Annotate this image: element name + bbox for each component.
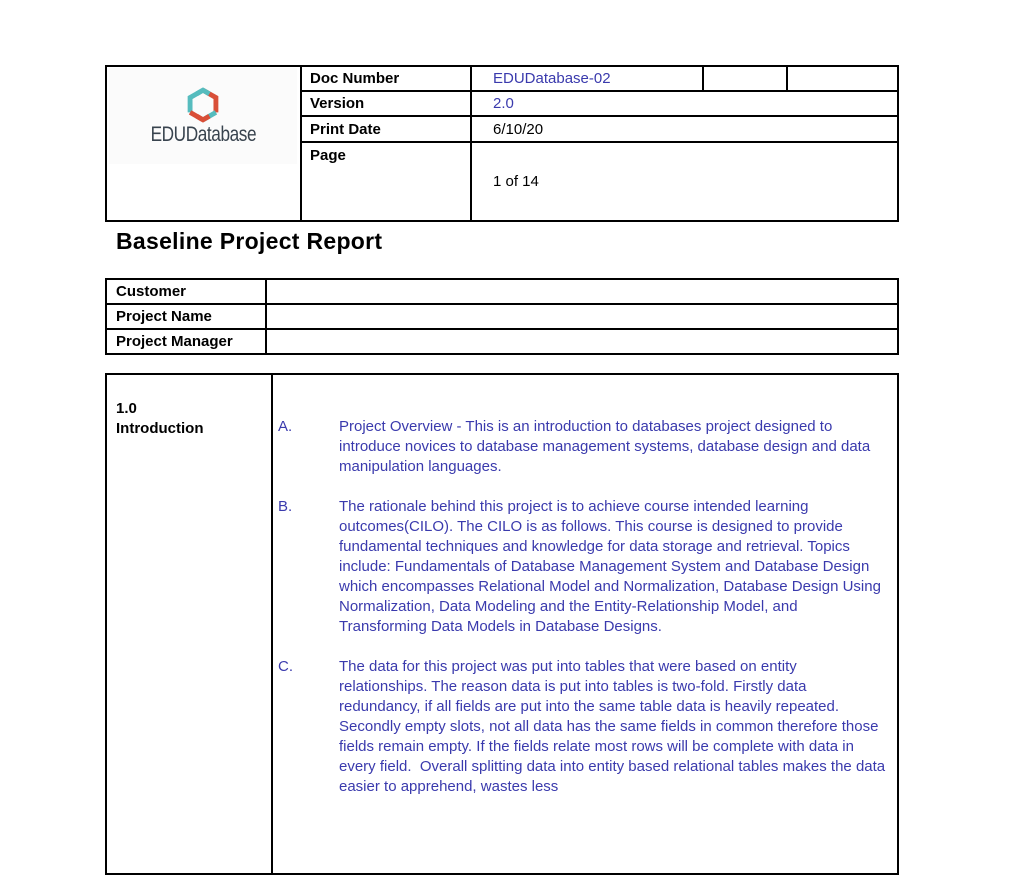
section-heading-cell: [106, 374, 272, 874]
list-item-b: [278, 497, 889, 637]
project-name-value: [266, 304, 898, 329]
customer-value: [266, 279, 898, 304]
table-row: [106, 329, 898, 354]
page-value: 1 of 14: [471, 142, 898, 221]
header-empty-cell-2: [787, 66, 898, 91]
doc-number-value: EDUDatabase-02: [471, 66, 703, 91]
version-label: Version: [301, 91, 471, 116]
section-name: Introduction: [116, 420, 204, 437]
list-item-a: [278, 417, 889, 477]
page-title: Baseline Project Report: [116, 228, 383, 254]
item-marker: A.: [278, 418, 293, 435]
print-date-label: Print Date: [301, 116, 471, 142]
print-date-value: 6/10/20: [471, 116, 898, 142]
doc-number-label: Doc Number: [301, 66, 471, 91]
project-manager-value: [266, 329, 898, 354]
introduction-section-table: [105, 373, 899, 875]
hexagon-knot-icon: [185, 87, 221, 123]
table-row: [106, 279, 898, 304]
project-name-label: Project Name: [106, 304, 266, 329]
project-info-table: [105, 278, 899, 355]
logo-wordmark: EDUDatabase: [150, 123, 256, 147]
logo-cell: [106, 66, 301, 221]
page-label: Page: [301, 142, 471, 221]
customer-label: Customer: [106, 279, 266, 304]
table-row: [106, 304, 898, 329]
version-value: 2.0: [471, 91, 898, 116]
item-text: The data for this project was put into tables that were based on entity relationships. The reason data is put into tables is two-fold. Firstly data redundancy, if all fields are put into the same table data is heavily repeated. Secondly empty slots, not all data has the same fields in common therefore those fields remain empty. If the fields relate most rows will be complete with data in every field. Overall splitting data into entity based relational tables makes the data easier to apprehend, wastes less: [339, 658, 890, 795]
section-body-cell: [272, 374, 898, 874]
item-text: Project Overview - This is an introduction to databases project designed to introduce novices to database management systems, database design and data manipulation languages.: [339, 418, 875, 475]
item-marker: C.: [278, 658, 293, 675]
header-table: [105, 65, 899, 222]
section-number: 1.0: [116, 400, 137, 417]
item-marker: B.: [278, 498, 293, 515]
list-item-c: [278, 657, 889, 797]
project-manager-label: Project Manager: [106, 329, 266, 354]
header-empty-cell-1: [703, 66, 787, 91]
item-text: The rationale behind this project is to achieve course intended learning outcomes(CILO). The CILO is as follows. This course is designed to provide fundamental techniques and knowledge for data storage and retrieval. Topics include: Fundamentals of Database Management System and Database Design which encompasses Relational Model and Normalization, Database Design Using Normalization, Data Modeling and the Entity-Relationship Model, and Transforming Data Models in Database Designs.: [339, 498, 886, 635]
edudatabase-logo: [109, 68, 297, 164]
